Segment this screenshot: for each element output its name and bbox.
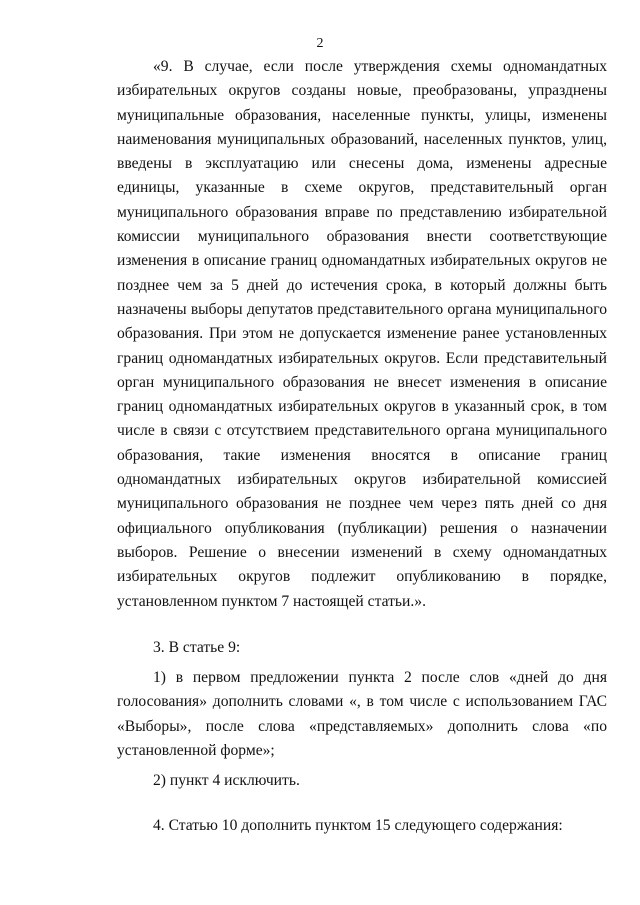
paragraph-article-9-heading: 3. В статье 9: <box>153 638 241 656</box>
paragraph-clause-9: «9. В случае, если после утверждения схемы одномандатных избирательных округов созданы новые, преобразованы, упразднены муниципальные образования, населенные пункты, улицы, изменены наименования муниципальных образований, населенных пунктов, улиц, введены в эксплуатацию или снесены дома, изменены адресные единицы, указанные в схеме округов, представительный орган муниципального образования вправе по представлению избирательной комиссии муниципального образования внести соответствующие изменения в описание границ одномандатных избирательных округов не позднее чем за 5 дней до истечения срока, в который должны быть назначены выборы депутатов представительного органа муниципального образования. При этом не допускается изменение ранее установленных границ одномандатных избирательных округов. Если представительный орган муниципального образования не внесет изменения в описание границ одномандатных избирательных округов в указанный срок, в том числе в связи с отсутствием представительного органа муниципального образования, такие изменения вносятся в описание границ одномандатных избирательных округов избирательной комиссией муниципального образования не позднее чем через пять дней со дня официального опубликования (публикации) решения о назначении выборов. Решение о внесении изменений в схему одномандатных избирательных округов подлежит опубликованию в порядке, установленном пунктом 7 настоящей статьи.». <box>117 58 607 610</box>
paragraph-article-10-heading: 4. Статью 10 дополнить пунктом 15 следующего содержания: <box>153 816 563 834</box>
paragraph-amendment-2: 2) пункт 4 исключить. <box>153 772 300 790</box>
document-body <box>117 55 607 838</box>
page-number: 2 <box>316 36 324 51</box>
paragraph-amendment-1: 1) в первом предложении пункта 2 после слов «дней до дня голосования» дополнить словами «, в том числе с использованием ГАС «Выборы», после слова «представляемых» дополнить слова «по установленной форме»; <box>117 669 607 760</box>
